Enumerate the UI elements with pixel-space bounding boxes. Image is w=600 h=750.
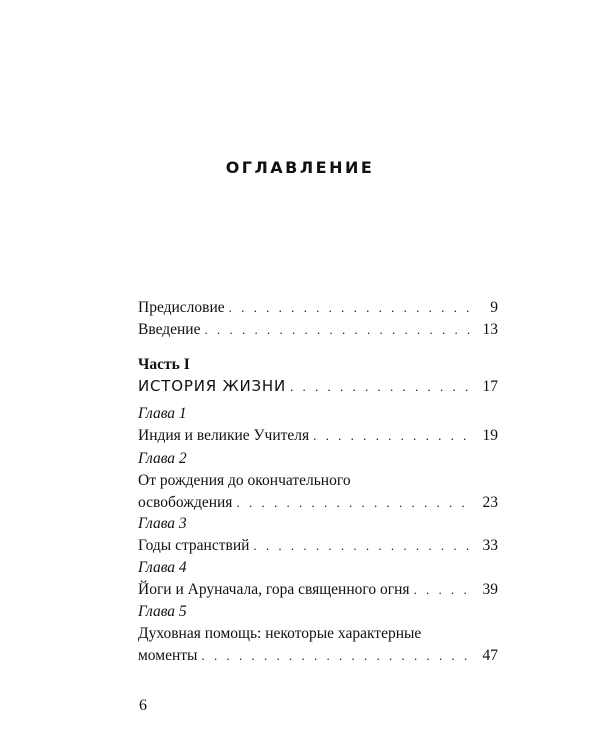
toc-entry-page: 23 xyxy=(482,494,498,511)
toc-chapter-1 xyxy=(138,403,498,447)
chapter-title-row xyxy=(138,535,498,557)
chapter-title: Годы странствий xyxy=(138,537,250,554)
dot-leader xyxy=(204,319,470,341)
chapter-label: Глава 5 xyxy=(138,603,187,620)
toc-entry-label: Предисловие xyxy=(138,299,225,316)
toc-entry-label: Введение xyxy=(138,321,201,338)
toc-chapter-3 xyxy=(138,513,498,557)
chapter-title: Индия и великие Учителя xyxy=(138,427,310,444)
chapter-title-line: От рождения до окончательного xyxy=(138,472,351,489)
toc-entry-preface xyxy=(138,297,498,319)
chapter-label: Глава 2 xyxy=(138,450,187,467)
chapter-title: моменты xyxy=(138,647,198,664)
chapter-label: Глава 1 xyxy=(138,405,187,422)
dot-leader xyxy=(229,297,470,319)
chapter-title: Йоги и Аруначала, гора священного огня xyxy=(138,581,410,598)
chapter-label: Глава 4 xyxy=(138,559,187,576)
chapter-title-row xyxy=(138,645,498,667)
dot-leader xyxy=(253,535,470,557)
toc-entry-page: 39 xyxy=(482,581,498,598)
part-title-row xyxy=(138,375,498,398)
toc-entry-page: 47 xyxy=(482,647,498,664)
page-title: ОГЛАВЛЕНИЕ xyxy=(225,158,375,177)
chapter-title-row xyxy=(138,579,498,601)
dot-leader xyxy=(236,492,470,514)
chapter-title-line: Духовная помощь: некоторые характерные xyxy=(138,625,422,642)
toc-entry-page: 17 xyxy=(482,378,498,395)
toc-entry-introduction xyxy=(138,319,498,341)
chapter-title-row xyxy=(138,492,498,514)
part-title: ИСТОРИЯ ЖИЗНИ xyxy=(138,377,287,395)
toc-entry-page: 33 xyxy=(482,537,498,554)
part-label: Часть I xyxy=(138,356,190,373)
dot-leader xyxy=(201,645,470,667)
dot-leader xyxy=(313,425,470,447)
toc-entry-page: 13 xyxy=(482,321,498,338)
toc-chapter-4 xyxy=(138,557,498,601)
chapter-label: Глава 3 xyxy=(138,515,187,532)
toc-entry-page: 19 xyxy=(482,427,498,444)
toc-chapter-2 xyxy=(138,448,498,514)
toc-part-1 xyxy=(138,355,498,398)
page-number: 6 xyxy=(139,697,147,714)
dot-leader xyxy=(290,376,470,398)
chapter-title: освобождения xyxy=(138,494,233,511)
chapter-title-row xyxy=(138,425,498,447)
dot-leader xyxy=(414,579,471,601)
toc-front-matter xyxy=(138,297,498,341)
toc-entry-page: 9 xyxy=(490,299,498,316)
toc-chapter-5 xyxy=(138,601,498,667)
